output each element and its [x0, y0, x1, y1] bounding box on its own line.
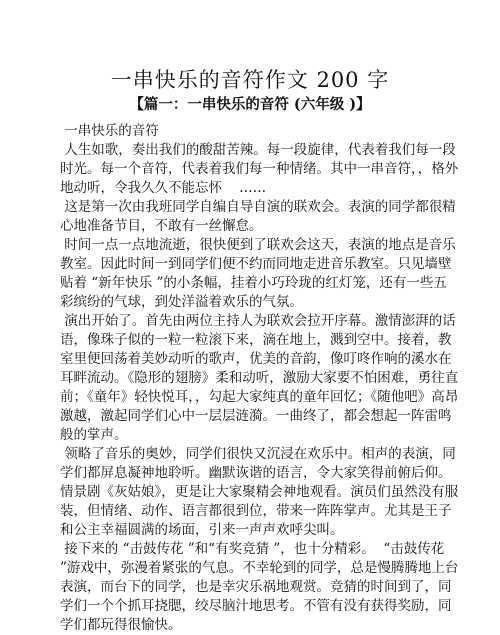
paragraph: 人生如歌，奏出我们的酸甜苦辣。每一段旋律，代表着我们每一段时光。每一个音符，代表着我们每一种情绪。其中一串音符，，格外地动听，令我久久不能忘怀 ……	[60, 142, 459, 196]
document-subtitle: 【篇一：一串快乐的音符 (六年级 )】	[129, 96, 371, 113]
paragraph: 演出开始了。首先由两位主持人为联欢会拉开序幕。激情澎湃的话语，像珠子似的一粒一粒滚下来，滴在地上，溅到空中。接着，教室里便回荡着美妙动听的歌声，优美的音韵，像叮咚作响的溪水在耳畔流动。《隐形的翅膀》柔和动听，激励大家要不怕困难，勇往直前；《童年》轻快悦耳，，勾起大家纯真的童年回忆；《随他吧》高昂激越，激起同学们心中一层层涟漪。一曲终了，都会想起一阵雷鸣般的掌声。	[60, 313, 459, 443]
paragraph: 领略了音乐的奥妙，同学们很快又沉浸在欢乐中。相声的表演，同学们都屏息凝神地聆听。幽默诙谐的语言，令大家笑得前俯后仰。情景剧《灰姑娘》，更是让大家聚精会神地观看。演员们虽然没有服装，但情绪、动作、语言都很到位，带来一阵阵掌声。尤其是王子和公主幸福圆满的场面，引来一声声欢呼尖叫。	[60, 446, 459, 538]
paragraph: 这是第一次由我班同学自编自导自演的联欢会。表演的同学都很精心地准备节目，不敢有一丝懈怠。	[60, 199, 456, 234]
paragraph-heading: 一串快乐的音符	[60, 123, 159, 139]
document-title: 一串快乐的音符作文 200 字	[110, 68, 390, 92]
paragraph: 接下来的 “击鼓传花 ”和“有奖竞猜 ”，也十分精彩。 “击鼓传花 ”游戏中，弥漫着紧张的气息。不幸轮到的同学，总是慢腾腾地上台表演，而台下的同学，也是幸灾乐祸地观赏。竞猜的时间到了，同学们一个个抓耳挠腮，绞尽脑汁地思考。不管有没有获得奖励，同学们都玩得很愉快。	[60, 541, 459, 633]
paragraph: 时间一点一点地流逝，很快便到了联欢会这天，表演的地点是音乐教室。因此时间一到同学们便不约而同地走进音乐教室。只见墙壁贴着 “新年快乐 ”的小条幅，挂着小巧玲珑的红灯笼，还有一些五彩缤纷的气球，到处洋溢着欢乐的气氛。	[60, 237, 456, 310]
document-body	[60, 122, 460, 635]
